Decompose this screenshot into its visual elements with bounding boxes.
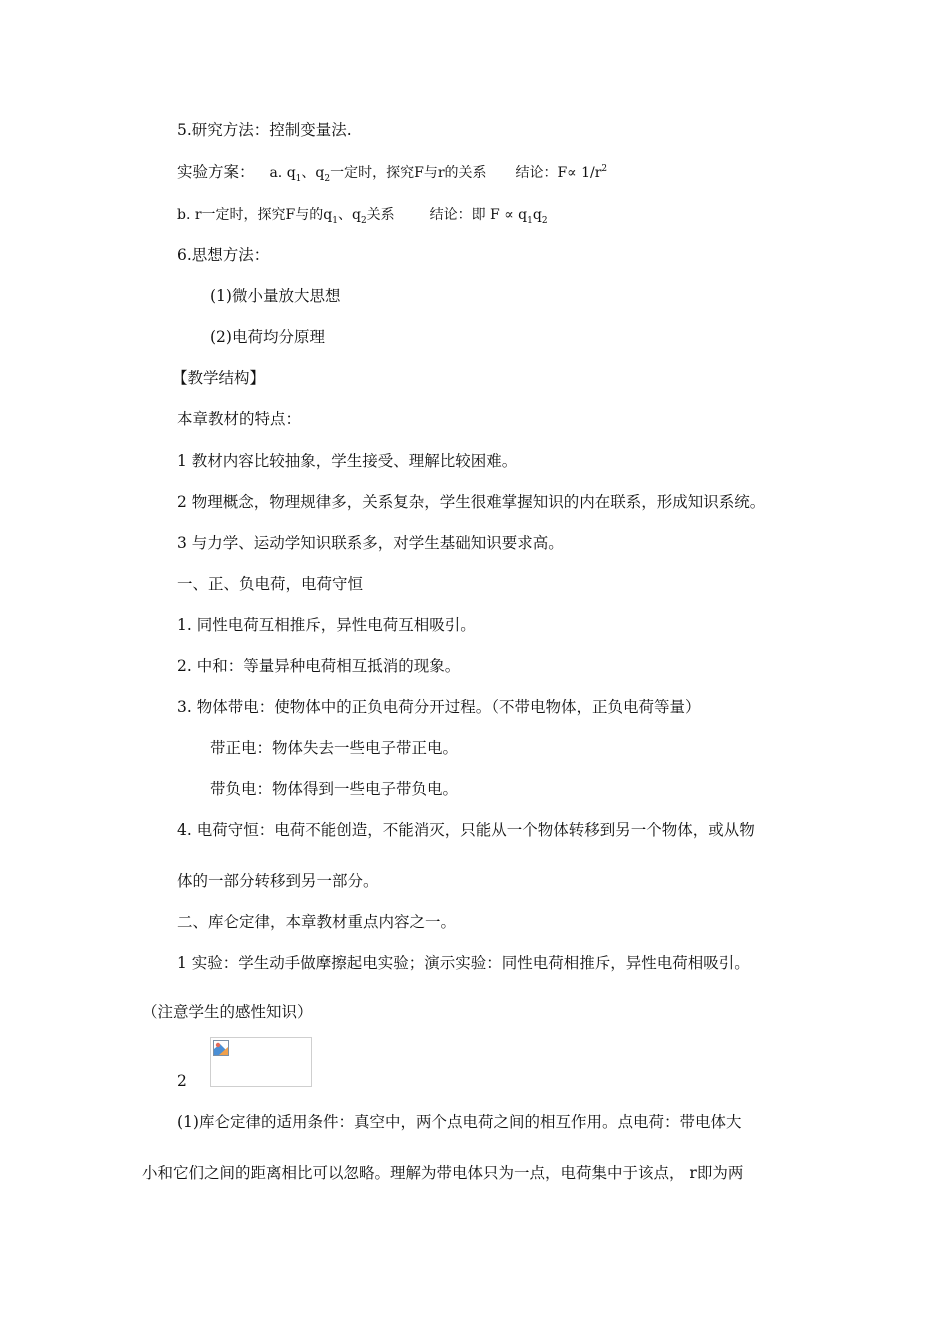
- line-item-2: 2: [177, 1072, 187, 1090]
- line-positive-charge: 带正电：物体失去一些电子带正电。: [210, 739, 459, 757]
- line-method-1: (1)微小量放大思想: [210, 287, 341, 305]
- line-feature-2: 2 物理概念，物理规律多，关系复杂，学生很难掌握知识的内在联系，形成知识系统。: [177, 493, 766, 511]
- line-method-2: (2)电荷均分原理: [210, 328, 325, 346]
- line-experiment-plan-b: b. r一定时，探究F与的$q_1$、$q_2$关系 结论：即 $F \propto q_1q_2$: [177, 207, 548, 227]
- section-heading-teaching-structure: 【教学结构】: [172, 369, 266, 387]
- line-coulomb-1: 1 实验：学生动手做摩擦起电实验；演示实验：同性电荷相推斥，异性电荷相吸引。: [177, 954, 750, 972]
- line-features-heading: 本章教材的特点：: [177, 410, 302, 428]
- line-charge-1: 1. 同性电荷互相推斥，异性电荷互相吸引。: [177, 616, 476, 634]
- image-placeholder: [210, 1037, 312, 1087]
- line-feature-1: 1 教材内容比较抽象，学生接受、理解比较困难。: [177, 452, 518, 470]
- section-heading-charges: 一、正、负电荷，电荷守恒: [177, 575, 364, 593]
- line-thinking-method: 6.思想方法：: [177, 246, 270, 264]
- line-coulomb-condition-cont: 小和它们之间的距离相比可以忽略。理解为带电体只为一点，电荷集中于该点， r即为两: [142, 1164, 744, 1182]
- line-coulomb-note: （注意学生的感性知识）: [142, 1003, 313, 1021]
- line-feature-3: 3 与力学、运动学知识联系多，对学生基础知识要求高。: [177, 534, 564, 552]
- line-charge-3: 3. 物体带电：使物体中的正负电荷分开过程。（不带电物体，正负电荷等量）: [177, 698, 701, 716]
- line-charge-2: 2. 中和：等量异种电荷相互抵消的现象。: [177, 657, 461, 675]
- line-research-method: 5.研究方法：控制变量法.: [177, 121, 352, 139]
- line-negative-charge: 带负电：物体得到一些电子带负电。: [210, 780, 459, 798]
- broken-image-icon: [213, 1040, 229, 1056]
- line-coulomb-condition: (1)库仑定律的适用条件：真空中，两个点电荷之间的相互作用。点电荷：带电体大: [177, 1113, 742, 1131]
- section-heading-coulomb: 二、库仑定律，本章教材重点内容之一。: [177, 913, 457, 931]
- line-charge-4: 4. 电荷守恒：电荷不能创造，不能消灭，只能从一个物体转移到另一个物体，或从物: [177, 821, 755, 839]
- line-experiment-plan: 实验方案： a. $q_1$、$q_2$一定时，探究F与r的关系 结论：$F\propto 1/r^2$: [177, 163, 608, 185]
- line-charge-4-cont: 体的一部分转移到另一部分。: [177, 872, 379, 890]
